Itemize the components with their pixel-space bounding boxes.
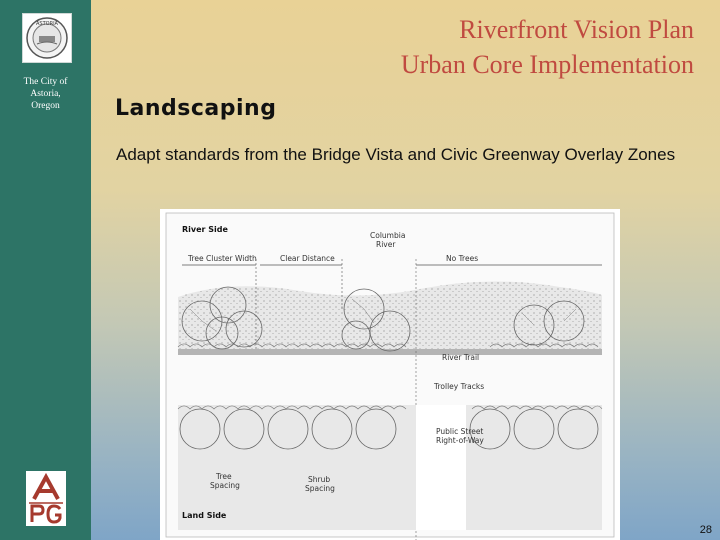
svg-text:Spacing: Spacing xyxy=(305,484,335,493)
city-line-3: Oregon xyxy=(31,101,60,111)
svg-text:Spacing: Spacing xyxy=(210,481,240,490)
city-line-2: Astoria, xyxy=(30,89,61,99)
svg-text:Tree Cluster Width: Tree Cluster Width xyxy=(188,254,257,263)
svg-text:River Side: River Side xyxy=(182,225,228,234)
slide-title xyxy=(401,12,694,82)
svg-text:Land Side: Land Side xyxy=(182,511,227,520)
city-seal-logo xyxy=(22,13,72,63)
svg-text:River Trail: River Trail xyxy=(442,353,480,362)
title-line-2: Urban Core Implementation xyxy=(400,50,694,79)
svg-text:River: River xyxy=(376,240,396,249)
page-number: 28 xyxy=(699,524,712,536)
landscaping-diagram xyxy=(160,209,620,540)
svg-text:ASTORIA: ASTORIA xyxy=(36,21,58,27)
svg-text:Clear Distance: Clear Distance xyxy=(280,254,335,263)
svg-text:Tree: Tree xyxy=(216,472,232,481)
svg-text:Shrub: Shrub xyxy=(308,475,331,484)
svg-text:Trolley Tracks: Trolley Tracks xyxy=(434,382,485,391)
city-name xyxy=(0,76,91,112)
svg-text:Public Street: Public Street xyxy=(436,427,484,436)
title-line-1: Riverfront Vision Plan xyxy=(459,15,694,44)
body-text: Adapt standards from the Bridge Vista and Civic Greenway Overlay Zones xyxy=(116,145,676,164)
city-line-1: The City of xyxy=(23,77,68,87)
sidebar xyxy=(0,0,91,540)
section-heading: Landscaping xyxy=(115,96,277,121)
apg-logo xyxy=(26,471,66,526)
svg-text:Right-of-Way: Right-of-Way xyxy=(436,436,484,445)
svg-text:Columbia: Columbia xyxy=(370,231,406,240)
svg-text:No Trees: No Trees xyxy=(446,254,479,263)
